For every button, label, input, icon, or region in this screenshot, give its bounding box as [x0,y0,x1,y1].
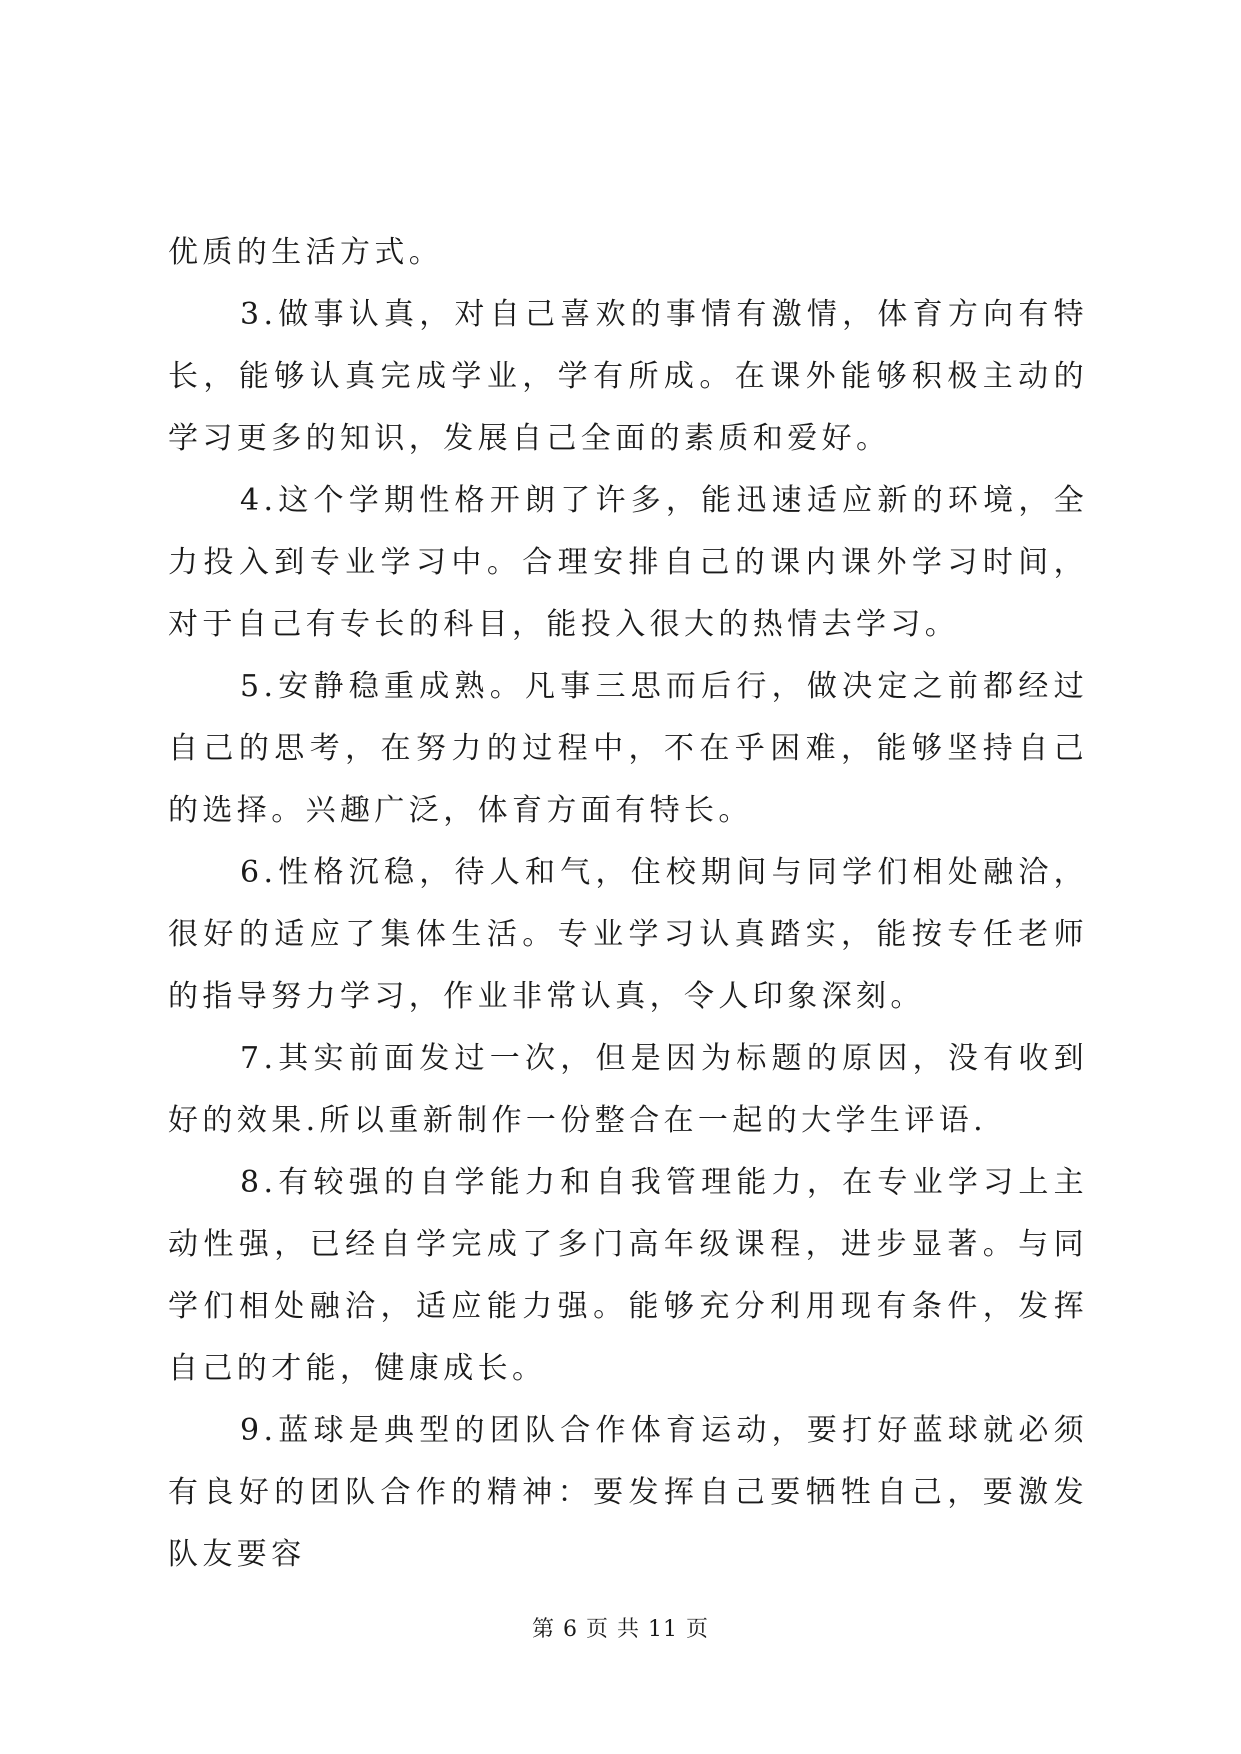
paragraph-item-3: 3.做事认真，对自己喜欢的事情有激情，体育方向有特长，能够认真完成学业，学有所成。在课外能够积极主动的学习更多的知识，发展自己全面的素质和爱好。 [168,297,1088,456]
body-text [168,222,1088,1586]
page-number-footer: 第 6 页 共 11 页 [532,1617,709,1642]
paragraph-item-7: 7.其实前面发过一次，但是因为标题的原因，没有收到好的效果.所以重新制作一份整合在一起的大学生评语. [168,1041,1088,1138]
paragraph-item-5: 5.安静稳重成熟。凡事三思而后行，做决定之前都经过自己的思考，在努力的过程中，不在乎困难，能够坚持自己的选择。兴趣广泛，体育方面有特长。 [168,669,1088,828]
paragraph-item-8: 8.有较强的自学能力和自我管理能力，在专业学习上主动性强，已经自学完成了多门高年级课程，进步显著。与同学们相处融洽，适应能力强。能够充分利用现有条件，发挥自己的才能，健康成长。 [168,1165,1088,1386]
paragraph-item-4: 4.这个学期性格开朗了许多，能迅速适应新的环境，全力投入到专业学习中。合理安排自己的课内课外学习时间，对于自己有专长的科目，能投入很大的热情去学习。 [168,483,1088,642]
paragraph-item-6: 6.性格沉稳，待人和气，住校期间与同学们相处融洽，很好的适应了集体生活。专业学习认真踏实，能按专任老师的指导努力学习，作业非常认真，令人印象深刻。 [168,855,1088,1014]
paragraph-continuation: 优质的生活方式。 [168,235,444,270]
paragraph-item-9: 9.蓝球是典型的团队合作体育运动，要打好蓝球就必须有良好的团队合作的精神：要发挥自己要牺牲自己，要激发队友要容 [168,1413,1088,1572]
